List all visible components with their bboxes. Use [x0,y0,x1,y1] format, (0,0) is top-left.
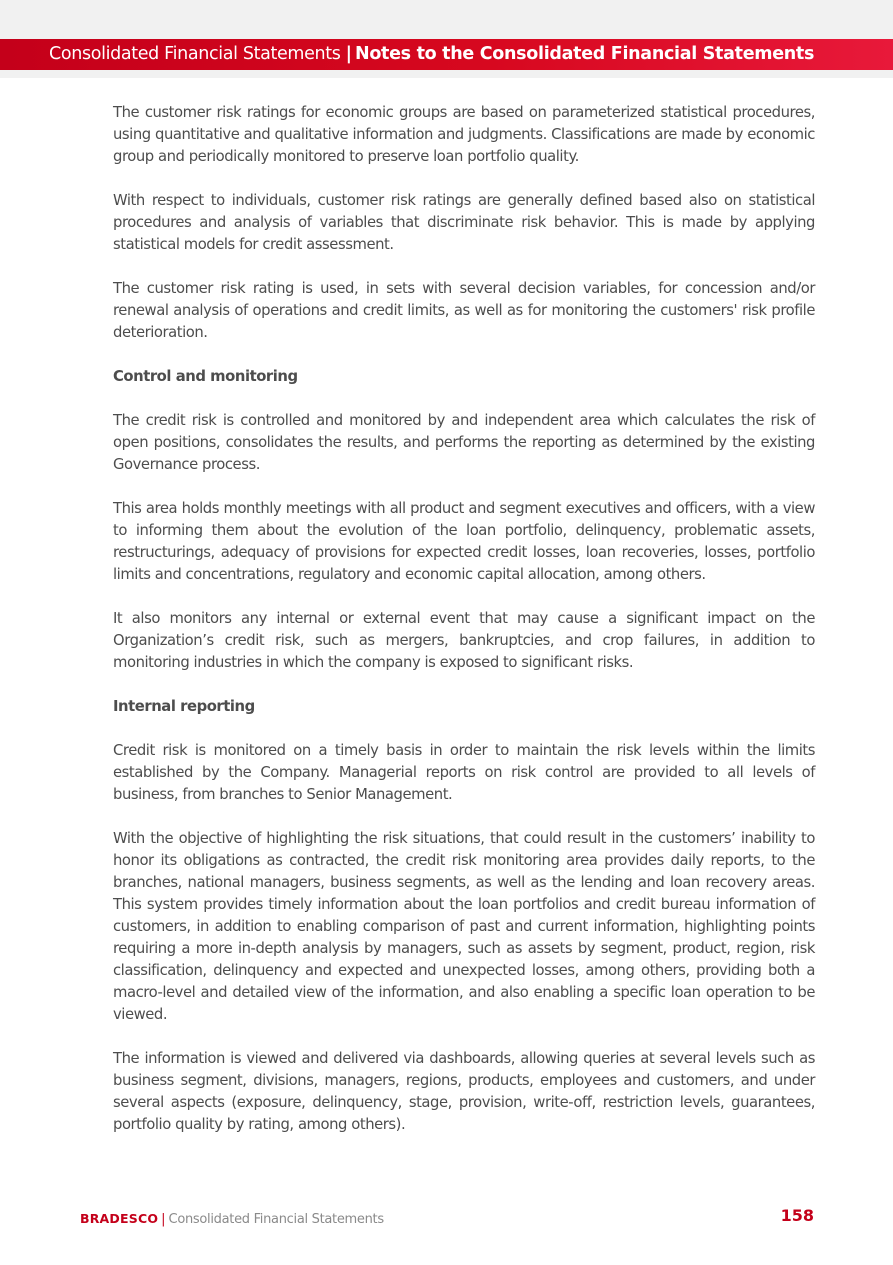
page-footer [80,1206,814,1228]
paragraph-credit-risk-control: The credit risk is controlled and monitored by and independent area which calculates the risk of open positions, consolidates the results, and performs the reporting as determined by the existing Governance process. [113,412,815,473]
page-number: 158 [780,1206,814,1225]
paragraph-risk-rating-usage: The customer risk rating is used, in sets with several decision variables, for concession and/or renewal analysis of operations and credit limits, as well as for monitoring the customers' risk profile deterioration. [113,280,815,341]
paragraph-monthly-meetings: This area holds monthly meetings with all product and segment executives and officers, with a view to informing them about the evolution of the loan portfolio, delinquency, problematic assets, restructurings, adequacy of provisions for expected credit losses, loan recoveries, losses, portfolio limits and concentrations, regulatory and economic capital allocation, among others. [113,500,815,583]
header-separator: | [345,44,352,64]
header-inner [49,39,814,70]
header-section-label: Consolidated Financial Statements [49,44,341,64]
paragraph-economic-groups: The customer risk ratings for economic groups are based on parameterized statistical procedures, using quantitative and qualitative information and judgments. Classifications are made by economic group and periodically monitored to preserve loan portfolio quality. [113,104,815,165]
footer-left [80,1208,384,1227]
header-bar [0,39,893,70]
heading-control-monitoring: Control and monitoring [113,368,298,385]
heading-internal-reporting: Internal reporting [113,698,255,715]
paragraph-event-monitoring: It also monitors any internal or external event that may cause a significant impact on the Organization’s credit risk, such as mergers, bankruptcies, and crop failures, in addition to monitoring industries in which the company is exposed to significant risks. [113,610,815,671]
document-body [113,102,815,1158]
footer-brand: BRADESCO [80,1211,159,1226]
footer-separator: | [161,1212,166,1227]
paragraph-timely-monitoring: Credit risk is monitored on a timely basis in order to maintain the risk levels within the limits established by the Company. Managerial reports on risk control are provided to all levels of business, from branches to Senior Management. [113,742,815,803]
paragraph-daily-reports: With the objective of highlighting the risk situations, that could result in the customers’ inability to honor its obligations as contracted, the credit risk monitoring area provides daily reports, to the branches, national managers, business segments, as well as the lending and loan recovery areas. This system provides timely information about the loan portfolios and credit bureau information of customers, in addition to enabling comparison of past and current information, highlighting points requiring a more in-depth analysis by managers, such as assets by segment, product, region, risk classification, delinquency and expected and unexpected losses, among others, providing both a macro-level and detailed view of the information, and also enabling a specific loan operation to be viewed. [113,830,815,1023]
paragraph-dashboards: The information is viewed and delivered via dashboards, allowing queries at several levels such as business segment, divisions, managers, regions, products, employees and customers, and under several aspects (exposure, delinquency, stage, provision, write-off, restriction levels, guarantees, portfolio quality by rating, among others). [113,1050,815,1133]
paragraph-individuals: With respect to individuals, customer risk ratings are generally defined based also on statistical procedures and analysis of variables that discriminate risk behavior. This is made by applying statistical models for credit assessment. [113,192,815,253]
footer-doc-title: Consolidated Financial Statements [168,1212,384,1227]
header-title: Notes to the Consolidated Financial Statements [354,44,815,64]
